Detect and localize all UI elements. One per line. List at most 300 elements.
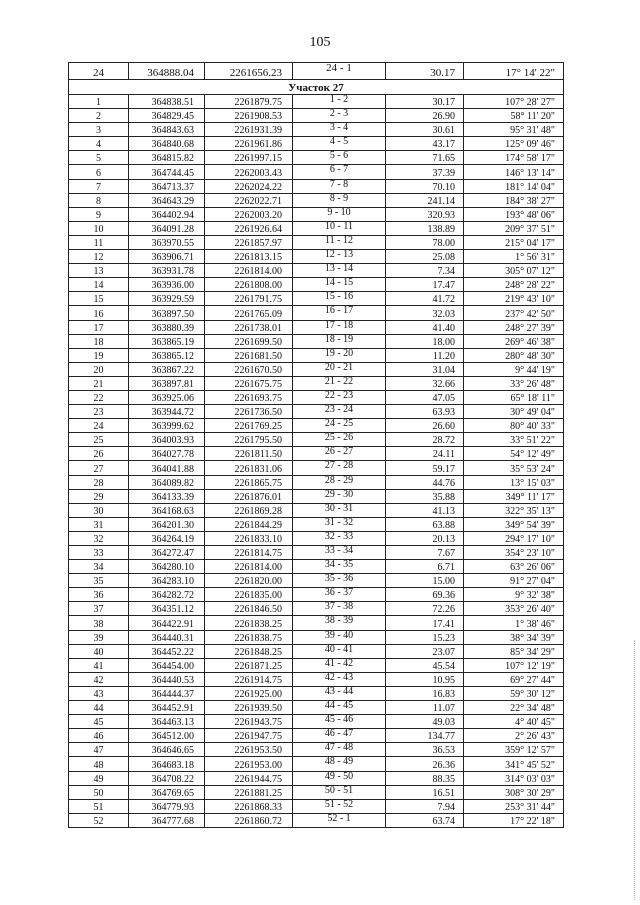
point-number-cell: 39	[69, 630, 129, 644]
x-coordinate-cell: 364351.12	[129, 602, 205, 616]
segment-cell: 37 - 38	[293, 602, 386, 616]
segment-cell: 32 - 33	[293, 531, 386, 545]
length-cell: 41.13	[386, 503, 464, 517]
table-row	[69, 123, 564, 137]
table-row	[69, 813, 564, 827]
bearing-cell: 58° 11' 20"	[464, 109, 564, 123]
bearing-cell: 193° 48' 06"	[464, 207, 564, 221]
table-row	[69, 292, 564, 306]
point-number-cell: 4	[69, 137, 129, 151]
x-coordinate-cell: 364643.29	[129, 193, 205, 207]
bearing-cell: 184° 38' 27"	[464, 193, 564, 207]
table-row	[69, 560, 564, 574]
bearing-cell: 248° 27' 39"	[464, 320, 564, 334]
table-row	[69, 602, 564, 616]
table-row	[69, 546, 564, 560]
y-coordinate-cell: 2261865.75	[205, 475, 293, 489]
bearing-cell: 341° 45' 52"	[464, 757, 564, 771]
segment-cell: 12 - 13	[293, 250, 386, 264]
bearing-cell: 248° 28' 22"	[464, 278, 564, 292]
segment-cell: 11 - 12	[293, 235, 386, 249]
segment-cell: 24 - 1	[293, 63, 386, 80]
bearing-cell: 125° 09' 46"	[464, 137, 564, 151]
table-row	[69, 644, 564, 658]
y-coordinate-cell: 2261939.50	[205, 701, 293, 715]
segment-cell: 27 - 28	[293, 461, 386, 475]
length-cell: 30.61	[386, 123, 464, 137]
y-coordinate-cell: 2262022.71	[205, 193, 293, 207]
length-cell: 30.17	[386, 95, 464, 109]
x-coordinate-cell: 363970.55	[129, 235, 205, 249]
y-coordinate-cell: 2261811.50	[205, 447, 293, 461]
point-number-cell: 20	[69, 362, 129, 376]
table-row	[69, 405, 564, 419]
point-number-cell: 34	[69, 560, 129, 574]
segment-cell: 18 - 19	[293, 334, 386, 348]
point-number-cell: 16	[69, 306, 129, 320]
x-coordinate-cell: 364133.39	[129, 489, 205, 503]
bearing-cell: 237° 42' 50"	[464, 306, 564, 320]
segment-cell: 44 - 45	[293, 701, 386, 715]
point-number-cell: 1	[69, 95, 129, 109]
point-number-cell: 18	[69, 334, 129, 348]
y-coordinate-cell: 2261699.50	[205, 334, 293, 348]
table-row	[69, 489, 564, 503]
bearing-cell: 349° 54' 39"	[464, 517, 564, 531]
bearing-cell: 354° 23' 10"	[464, 546, 564, 560]
point-number-cell: 47	[69, 743, 129, 757]
segment-cell: 9 - 10	[293, 207, 386, 221]
segment-cell: 40 - 41	[293, 644, 386, 658]
table-row	[69, 574, 564, 588]
length-cell: 28.72	[386, 433, 464, 447]
segment-cell: 22 - 23	[293, 390, 386, 404]
x-coordinate-cell: 364452.22	[129, 644, 205, 658]
table-row	[69, 179, 564, 193]
length-cell: 320.93	[386, 207, 464, 221]
y-coordinate-cell: 2261738.01	[205, 320, 293, 334]
point-number-cell: 46	[69, 729, 129, 743]
bearing-cell: 80° 40' 33"	[464, 419, 564, 433]
segment-cell: 23 - 24	[293, 405, 386, 419]
length-cell: 16.51	[386, 785, 464, 799]
x-coordinate-cell: 364027.78	[129, 447, 205, 461]
x-coordinate-cell: 364452.91	[129, 701, 205, 715]
section-title: Участок 27	[69, 80, 564, 95]
segment-cell: 36 - 37	[293, 588, 386, 602]
point-number-cell: 25	[69, 433, 129, 447]
point-number-cell: 15	[69, 292, 129, 306]
table-row	[69, 503, 564, 517]
y-coordinate-cell: 2261947.75	[205, 729, 293, 743]
point-number-cell: 12	[69, 250, 129, 264]
segment-cell: 41 - 42	[293, 658, 386, 672]
y-coordinate-cell: 2261953.50	[205, 743, 293, 757]
bearing-cell: 59° 30' 12"	[464, 686, 564, 700]
x-coordinate-cell: 364777.68	[129, 813, 205, 827]
length-cell: 63.93	[386, 405, 464, 419]
point-number-cell: 48	[69, 757, 129, 771]
length-cell: 30.17	[386, 63, 464, 80]
point-number-cell: 2	[69, 109, 129, 123]
table-row	[69, 320, 564, 334]
x-coordinate-cell: 364041.88	[129, 461, 205, 475]
bearing-cell: 22° 34' 48"	[464, 701, 564, 715]
segment-cell: 1 - 2	[293, 95, 386, 109]
bearing-cell: 38° 34' 39"	[464, 630, 564, 644]
length-cell: 24.11	[386, 447, 464, 461]
segment-cell: 29 - 30	[293, 489, 386, 503]
y-coordinate-cell: 2261997.15	[205, 151, 293, 165]
x-coordinate-cell: 364201.30	[129, 517, 205, 531]
table-row	[69, 686, 564, 700]
y-coordinate-cell: 2261879.75	[205, 95, 293, 109]
y-coordinate-cell: 2261791.75	[205, 292, 293, 306]
length-cell: 45.54	[386, 658, 464, 672]
bearing-cell: 305° 07' 12"	[464, 264, 564, 278]
x-coordinate-cell: 364402.94	[129, 207, 205, 221]
x-coordinate-cell: 363880.39	[129, 320, 205, 334]
length-cell: 11.07	[386, 701, 464, 715]
segment-cell: 46 - 47	[293, 729, 386, 743]
y-coordinate-cell: 2261656.23	[205, 63, 293, 80]
point-number-cell: 30	[69, 503, 129, 517]
x-coordinate-cell: 364454.00	[129, 658, 205, 672]
length-cell: 35.88	[386, 489, 464, 503]
length-cell: 11.20	[386, 348, 464, 362]
length-cell: 72.26	[386, 602, 464, 616]
segment-cell: 17 - 18	[293, 320, 386, 334]
y-coordinate-cell: 2261931.39	[205, 123, 293, 137]
segment-cell: 49 - 50	[293, 771, 386, 785]
point-number-cell: 42	[69, 672, 129, 686]
bearing-cell: 33° 51' 22"	[464, 433, 564, 447]
y-coordinate-cell: 2261871.25	[205, 658, 293, 672]
table-row	[69, 376, 564, 390]
table-row	[69, 221, 564, 235]
point-number-cell: 49	[69, 771, 129, 785]
segment-cell: 21 - 22	[293, 376, 386, 390]
length-cell: 69.36	[386, 588, 464, 602]
segment-cell: 10 - 11	[293, 221, 386, 235]
x-coordinate-cell: 364272.47	[129, 546, 205, 560]
x-coordinate-cell: 364843.63	[129, 123, 205, 137]
bearing-cell: 359° 12' 57"	[464, 743, 564, 757]
point-number-cell: 51	[69, 799, 129, 813]
x-coordinate-cell: 363865.19	[129, 334, 205, 348]
length-cell: 44.76	[386, 475, 464, 489]
length-cell: 37.39	[386, 165, 464, 179]
x-coordinate-cell: 363925.06	[129, 390, 205, 404]
y-coordinate-cell: 2261675.75	[205, 376, 293, 390]
x-coordinate-cell: 363999.62	[129, 419, 205, 433]
length-cell: 25.08	[386, 250, 464, 264]
x-coordinate-cell: 364683.18	[129, 757, 205, 771]
point-number-cell: 5	[69, 151, 129, 165]
x-coordinate-cell: 364888.04	[129, 63, 205, 80]
table-row	[69, 334, 564, 348]
y-coordinate-cell: 2261808.00	[205, 278, 293, 292]
segment-cell: 15 - 16	[293, 292, 386, 306]
x-coordinate-cell: 363906.71	[129, 250, 205, 264]
length-cell: 134.77	[386, 729, 464, 743]
point-number-cell: 52	[69, 813, 129, 827]
table-row	[69, 362, 564, 376]
y-coordinate-cell: 2261795.50	[205, 433, 293, 447]
point-number-cell: 8	[69, 193, 129, 207]
length-cell: 32.66	[386, 376, 464, 390]
table-row	[69, 616, 564, 630]
length-cell: 43.17	[386, 137, 464, 151]
point-number-cell: 9	[69, 207, 129, 221]
y-coordinate-cell: 2261681.50	[205, 348, 293, 362]
y-coordinate-cell: 2261833.10	[205, 531, 293, 545]
point-number-cell: 28	[69, 475, 129, 489]
point-number-cell: 29	[69, 489, 129, 503]
y-coordinate-cell: 2261813.15	[205, 250, 293, 264]
length-cell: 59.17	[386, 461, 464, 475]
y-coordinate-cell: 2261869.28	[205, 503, 293, 517]
y-coordinate-cell: 2261943.75	[205, 715, 293, 729]
point-number-cell: 7	[69, 179, 129, 193]
bearing-cell: 9° 32' 38"	[464, 588, 564, 602]
y-coordinate-cell: 2261926.64	[205, 221, 293, 235]
y-coordinate-cell: 2261835.00	[205, 588, 293, 602]
table-row	[69, 658, 564, 672]
length-cell: 49.03	[386, 715, 464, 729]
y-coordinate-cell: 2261848.25	[205, 644, 293, 658]
point-number-cell: 38	[69, 616, 129, 630]
x-coordinate-cell: 364283.10	[129, 574, 205, 588]
bearing-cell: 107° 28' 27"	[464, 95, 564, 109]
x-coordinate-cell: 364512.00	[129, 729, 205, 743]
length-cell: 138.89	[386, 221, 464, 235]
table-row	[69, 278, 564, 292]
length-cell: 7.34	[386, 264, 464, 278]
x-coordinate-cell: 363897.50	[129, 306, 205, 320]
segment-cell: 51 - 52	[293, 799, 386, 813]
x-coordinate-cell: 364003.93	[129, 433, 205, 447]
table-row	[69, 588, 564, 602]
y-coordinate-cell: 2261814.75	[205, 546, 293, 560]
segment-cell: 3 - 4	[293, 123, 386, 137]
bearing-cell: 219° 43' 10"	[464, 292, 564, 306]
x-coordinate-cell: 364713.37	[129, 179, 205, 193]
segment-cell: 38 - 39	[293, 616, 386, 630]
point-number-cell: 41	[69, 658, 129, 672]
table-row	[69, 447, 564, 461]
x-coordinate-cell: 364840.68	[129, 137, 205, 151]
length-cell: 7.94	[386, 799, 464, 813]
length-cell: 63.88	[386, 517, 464, 531]
table-row	[69, 771, 564, 785]
table-row	[69, 193, 564, 207]
segment-cell: 45 - 46	[293, 715, 386, 729]
length-cell: 78.00	[386, 235, 464, 249]
table-row	[69, 461, 564, 475]
table-row	[69, 165, 564, 179]
y-coordinate-cell: 2261814.00	[205, 264, 293, 278]
y-coordinate-cell: 2261881.25	[205, 785, 293, 799]
y-coordinate-cell: 2261769.25	[205, 419, 293, 433]
segment-cell: 14 - 15	[293, 278, 386, 292]
segment-cell: 39 - 40	[293, 630, 386, 644]
y-coordinate-cell: 2261736.50	[205, 405, 293, 419]
y-coordinate-cell: 2261857.97	[205, 235, 293, 249]
point-number-cell: 24	[69, 419, 129, 433]
point-number-cell: 22	[69, 390, 129, 404]
point-number-cell: 17	[69, 320, 129, 334]
table-row	[69, 250, 564, 264]
segment-cell: 25 - 26	[293, 433, 386, 447]
bearing-cell: 65° 18' 11"	[464, 390, 564, 404]
table-row	[69, 743, 564, 757]
bearing-cell: 9° 44' 19"	[464, 362, 564, 376]
segment-cell: 33 - 34	[293, 546, 386, 560]
table-row	[69, 109, 564, 123]
bearing-cell: 35° 53' 24"	[464, 461, 564, 475]
table-row	[69, 63, 564, 80]
table-row	[69, 630, 564, 644]
table-row	[69, 95, 564, 109]
bearing-cell: 294° 17' 10"	[464, 531, 564, 545]
section-header-row	[69, 80, 564, 95]
length-cell: 20.13	[386, 531, 464, 545]
table-row	[69, 785, 564, 799]
length-cell: 16.83	[386, 686, 464, 700]
y-coordinate-cell: 2261814.00	[205, 560, 293, 574]
length-cell: 7.67	[386, 546, 464, 560]
length-cell: 63.74	[386, 813, 464, 827]
length-cell: 88.35	[386, 771, 464, 785]
segment-cell: 20 - 21	[293, 362, 386, 376]
y-coordinate-cell: 2261908.53	[205, 109, 293, 123]
bearing-cell: 2° 26' 43"	[464, 729, 564, 743]
table-row	[69, 433, 564, 447]
bearing-cell: 17° 22' 18"	[464, 813, 564, 827]
bearing-cell: 314° 03' 03"	[464, 771, 564, 785]
x-coordinate-cell: 364744.45	[129, 165, 205, 179]
point-number-cell: 35	[69, 574, 129, 588]
point-number-cell: 14	[69, 278, 129, 292]
length-cell: 18.00	[386, 334, 464, 348]
bearing-cell: 13° 15' 03"	[464, 475, 564, 489]
segment-cell: 16 - 17	[293, 306, 386, 320]
length-cell: 32.03	[386, 306, 464, 320]
segment-cell: 35 - 36	[293, 574, 386, 588]
y-coordinate-cell: 2261670.50	[205, 362, 293, 376]
coordinates-table	[68, 62, 564, 828]
segment-cell: 52 - 1	[293, 813, 386, 827]
bearing-cell: 280° 48' 30"	[464, 348, 564, 362]
y-coordinate-cell: 2261961.86	[205, 137, 293, 151]
table-row	[69, 390, 564, 404]
point-number-cell: 24	[69, 63, 129, 80]
table-row	[69, 264, 564, 278]
bearing-cell: 63° 26' 06"	[464, 560, 564, 574]
y-coordinate-cell: 2261953.00	[205, 757, 293, 771]
table-row	[69, 348, 564, 362]
point-number-cell: 6	[69, 165, 129, 179]
table-row	[69, 757, 564, 771]
length-cell: 47.05	[386, 390, 464, 404]
bearing-cell: 146° 13' 14"	[464, 165, 564, 179]
bearing-cell: 253° 31' 44"	[464, 799, 564, 813]
segment-cell: 7 - 8	[293, 179, 386, 193]
y-coordinate-cell: 2261844.29	[205, 517, 293, 531]
length-cell: 15.23	[386, 630, 464, 644]
y-coordinate-cell: 2261944.75	[205, 771, 293, 785]
bearing-cell: 353° 26' 40"	[464, 602, 564, 616]
point-number-cell: 23	[69, 405, 129, 419]
length-cell: 26.36	[386, 757, 464, 771]
x-coordinate-cell: 364440.31	[129, 630, 205, 644]
length-cell: 10.95	[386, 672, 464, 686]
segment-cell: 2 - 3	[293, 109, 386, 123]
point-number-cell: 37	[69, 602, 129, 616]
point-number-cell: 27	[69, 461, 129, 475]
x-coordinate-cell: 363936.00	[129, 278, 205, 292]
table-row	[69, 207, 564, 221]
x-coordinate-cell: 364838.51	[129, 95, 205, 109]
y-coordinate-cell: 2262024.22	[205, 179, 293, 193]
length-cell: 41.72	[386, 292, 464, 306]
y-coordinate-cell: 2261838.25	[205, 616, 293, 630]
x-coordinate-cell: 364091.28	[129, 221, 205, 235]
segment-cell: 31 - 32	[293, 517, 386, 531]
y-coordinate-cell: 2262003.20	[205, 207, 293, 221]
y-coordinate-cell: 2261765.09	[205, 306, 293, 320]
bearing-cell: 17° 14' 22"	[464, 63, 564, 80]
x-coordinate-cell: 364422.91	[129, 616, 205, 630]
segment-cell: 30 - 31	[293, 503, 386, 517]
bearing-cell: 349° 11' 17"	[464, 489, 564, 503]
y-coordinate-cell: 2261876.01	[205, 489, 293, 503]
x-coordinate-cell: 363865.12	[129, 348, 205, 362]
bearing-cell: 30° 49' 04"	[464, 405, 564, 419]
length-cell: 23.07	[386, 644, 464, 658]
x-coordinate-cell: 364779.93	[129, 799, 205, 813]
bearing-cell: 1° 38' 46"	[464, 616, 564, 630]
bearing-cell: 107° 12' 19"	[464, 658, 564, 672]
x-coordinate-cell: 364463.13	[129, 715, 205, 729]
table-row	[69, 531, 564, 545]
point-number-cell: 21	[69, 376, 129, 390]
length-cell: 17.41	[386, 616, 464, 630]
length-cell: 36.53	[386, 743, 464, 757]
x-coordinate-cell: 364264.19	[129, 531, 205, 545]
point-number-cell: 19	[69, 348, 129, 362]
x-coordinate-cell: 364815.82	[129, 151, 205, 165]
table-row	[69, 475, 564, 489]
table-row	[69, 419, 564, 433]
x-coordinate-cell: 364769.65	[129, 785, 205, 799]
segment-cell: 26 - 27	[293, 447, 386, 461]
x-coordinate-cell: 364089.82	[129, 475, 205, 489]
segment-cell: 4 - 5	[293, 137, 386, 151]
page-number: 105	[309, 35, 331, 50]
segment-cell: 8 - 9	[293, 193, 386, 207]
segment-cell: 50 - 51	[293, 785, 386, 799]
point-number-cell: 26	[69, 447, 129, 461]
bearing-cell: 269° 46' 38"	[464, 334, 564, 348]
x-coordinate-cell: 364829.45	[129, 109, 205, 123]
length-cell: 26.90	[386, 109, 464, 123]
x-coordinate-cell: 364708.22	[129, 771, 205, 785]
x-coordinate-cell: 363897.81	[129, 376, 205, 390]
length-cell: 41.40	[386, 320, 464, 334]
x-coordinate-cell: 364168.63	[129, 503, 205, 517]
